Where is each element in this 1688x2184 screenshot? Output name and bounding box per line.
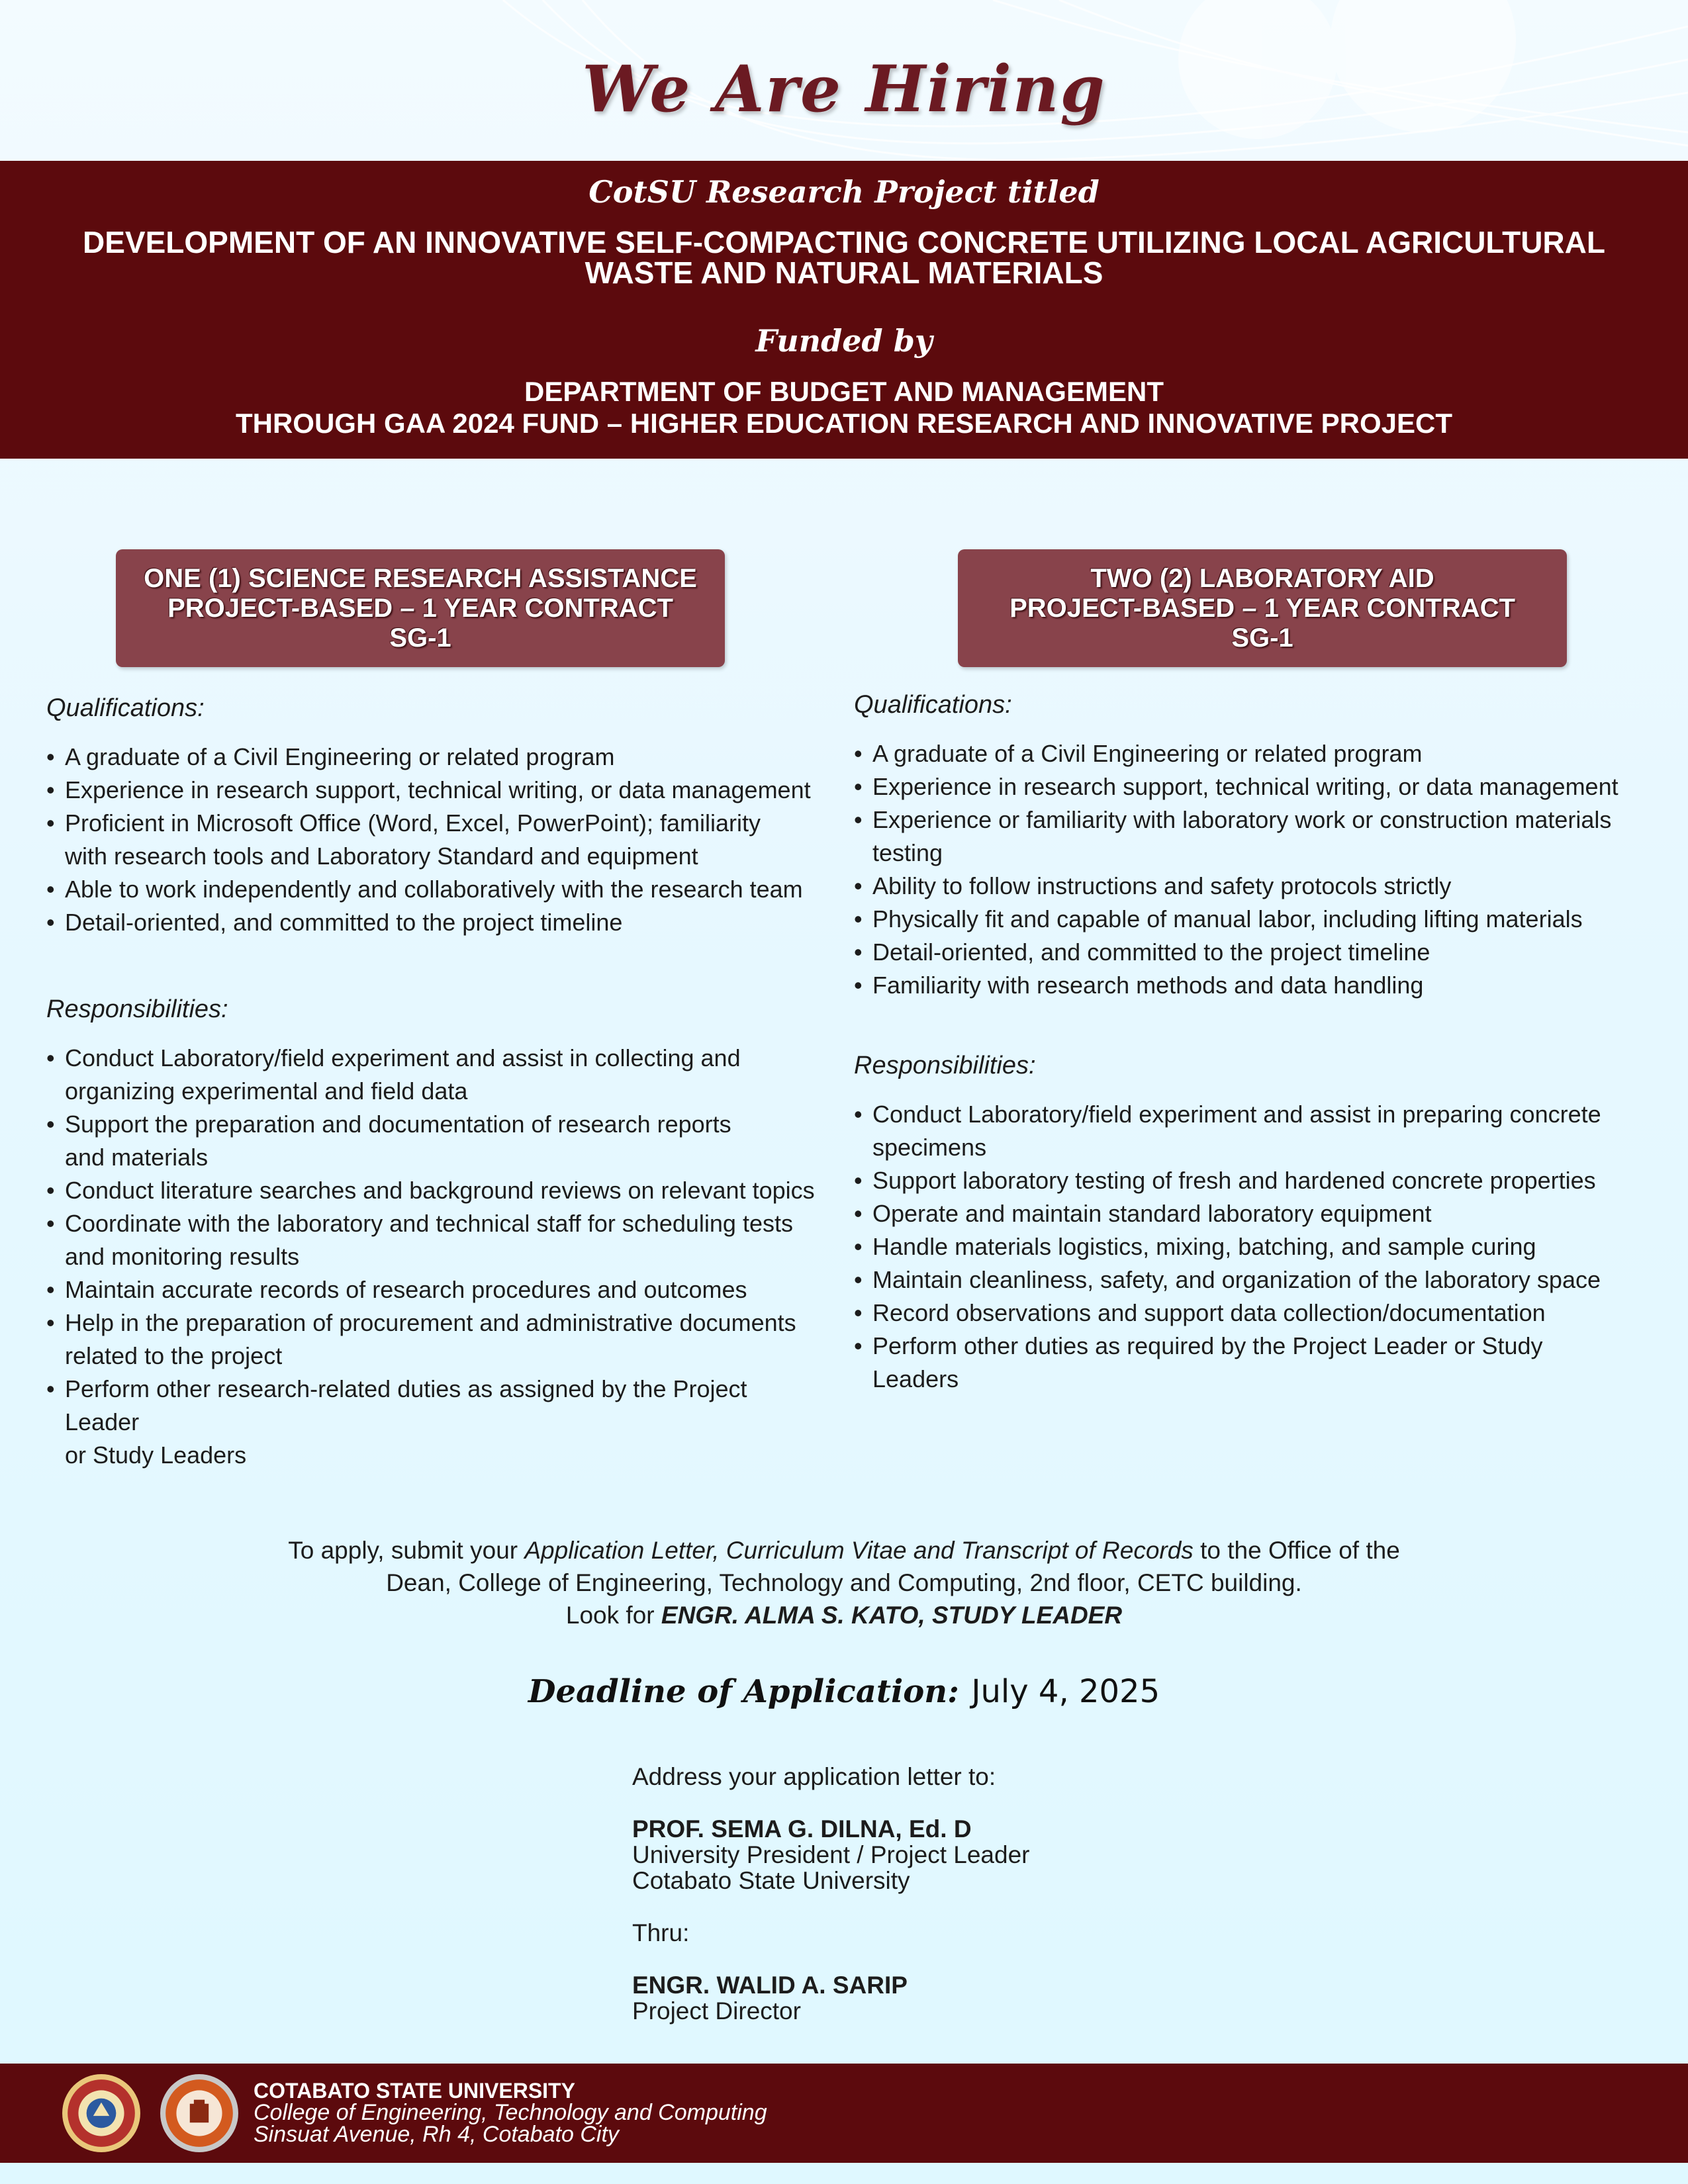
bullet-text-line: testing: [872, 839, 943, 866]
qualification-item: [46, 774, 827, 807]
bullet-text-line: specimens: [872, 1134, 987, 1161]
responsibilities-heading: Responsibilities:: [854, 1052, 1036, 1079]
responsibility-item: [46, 1108, 827, 1174]
bullet-text-line: • Physically fit and capable of manual labor, including lifting materials: [872, 905, 1583, 933]
funded-intro: Funded by: [755, 323, 933, 359]
funder-line: THROUGH GAA 2024 FUND – HIGHER EDUCATION RESEARCH AND INNOVATIVE PROJECT: [235, 408, 1453, 439]
position-title-line: SG-1: [1231, 623, 1293, 653]
position-title-box-research-assistant: [116, 549, 725, 667]
project-title-line: DEVELOPMENT OF AN INNOVATIVE SELF-COMPACTING CONCRETE UTILIZING LOCAL AGRICULTURAL: [83, 225, 1605, 259]
footer-text: [254, 2080, 767, 2146]
address-block: [632, 1764, 1228, 2024]
bullet-text-line: • Maintain cleanliness, safety, and organization of the laboratory space: [872, 1266, 1601, 1293]
qualification-item: [854, 803, 1635, 870]
qualifications-heading: Qualifications:: [46, 694, 205, 722]
responsibility-item: [854, 1230, 1635, 1263]
footer-university: COTABATO STATE UNIVERSITY: [254, 2079, 575, 2103]
responsibility-item: [46, 1042, 827, 1108]
addressee-org: Cotabato State University: [632, 1867, 910, 1894]
bullet-text-line: • A graduate of a Civil Engineering or related program: [65, 743, 615, 770]
project-intro: CotSU Research Project titled: [588, 174, 1100, 210]
bullet-text-line: or Study Leaders: [65, 1441, 247, 1469]
thru-label: Thru:: [632, 1919, 690, 1946]
bullet-text-line: • Proficient in Microsoft Office (Word, Excel, PowerPoint); familiarity: [65, 809, 761, 837]
bullet-text-line: • Help in the preparation of procurement and administrative documents: [65, 1309, 796, 1336]
qualification-item: [854, 870, 1635, 903]
project-title: [0, 227, 1688, 288]
bullet-text-line: • Conduct Laboratory/field experiment and assist in preparing concrete: [872, 1101, 1601, 1128]
bullet-text-line: • Conduct Laboratory/field experiment and assist in collecting and: [65, 1044, 741, 1071]
bullet-text-line: • Ability to follow instructions and safety protocols strictly: [872, 872, 1452, 899]
qualifications-laboratory-aid: [854, 688, 1635, 1002]
position-title-line: ONE (1) SCIENCE RESEARCH ASSISTANCE: [144, 563, 697, 593]
application-instructions: [0, 1534, 1688, 1631]
responsibility-item: [46, 1174, 827, 1207]
bullet-text-line: • Able to work independently and collaboratively with the research team: [65, 876, 803, 903]
bullet-text-line: • Detail-oriented, and committed to the project timeline: [872, 938, 1430, 966]
footer: [0, 2064, 1688, 2163]
bullet-text-line: • Operate and maintain standard laboratory equipment: [872, 1200, 1432, 1227]
bullet-text-line: • Experience in research support, technical writing, or data management: [872, 773, 1618, 800]
project-banner: [0, 161, 1688, 459]
apply-documents: Application Letter, Curriculum Vitae and Transcript of Records: [524, 1537, 1194, 1564]
position-title-line: PROJECT-BASED – 1 YEAR CONTRACT: [1009, 593, 1515, 623]
responsibility-item: [46, 1207, 827, 1273]
apply-suffix: to the Office of the: [1193, 1537, 1400, 1564]
responsibilities-list: [854, 1098, 1635, 1396]
bullet-text-line: • Perform other research-related duties as assigned by the Project Leader: [65, 1375, 747, 1435]
qualification-item: [46, 873, 827, 906]
bullet-text-line: • Record observations and support data collection/documentation: [872, 1299, 1546, 1326]
addressee-name-2: ENGR. WALID A. SARIP: [632, 1972, 908, 1999]
apply-prefix: To apply, submit your: [288, 1537, 525, 1564]
look-for-label: Look for: [565, 1602, 661, 1629]
university-seal-icon: [61, 2073, 142, 2154]
deadline-date: July 4, 2025: [971, 1673, 1160, 1710]
qualification-item: [46, 906, 827, 939]
responsibility-item: [854, 1297, 1635, 1330]
address-intro: Address your application letter to:: [632, 1763, 996, 1790]
qualification-item: [854, 936, 1635, 969]
bullet-text-line: • Experience or familiarity with laboratory work or construction materials: [872, 806, 1612, 833]
qualification-item: [854, 770, 1635, 803]
contact-person: ENGR. ALMA S. KATO, STUDY LEADER: [661, 1602, 1123, 1629]
qualification-item: [854, 903, 1635, 936]
responsibility-item: [46, 1273, 827, 1306]
responsibility-item: [854, 1330, 1635, 1396]
qualifications-heading: Qualifications:: [854, 691, 1012, 719]
responsibility-item: [854, 1098, 1635, 1164]
responsibility-item: [854, 1197, 1635, 1230]
qualification-item: [46, 741, 827, 774]
project-title-line: WASTE AND NATURAL MATERIALS: [585, 255, 1103, 290]
deadline-label: Deadline of Application:: [528, 1673, 959, 1710]
qualifications-list: [854, 737, 1635, 1002]
college-seal-icon: [159, 2073, 240, 2154]
position-title-line: SG-1: [389, 623, 451, 653]
position-title-box-laboratory-aid: [958, 549, 1567, 667]
bullet-text-line: and materials: [65, 1144, 209, 1171]
bullet-text-line: • Handle materials logistics, mixing, batching, and sample curing: [872, 1233, 1536, 1260]
bullet-text-line: • Experience in research support, technical writing, or data management: [65, 776, 811, 803]
addressee-role: University President / Project Leader: [632, 1841, 1030, 1868]
qualification-item: [854, 737, 1635, 770]
responsibility-item: [46, 1306, 827, 1373]
bullet-text-line: related to the project: [65, 1342, 283, 1369]
bullet-text-line: • Perform other duties as required by the Project Leader or Study Leaders: [872, 1332, 1543, 1392]
bullet-text-line: • Coordinate with the laboratory and technical staff for scheduling tests: [65, 1210, 793, 1237]
hiring-headline: We Are Hiring: [582, 52, 1106, 126]
deadline: [0, 1673, 1688, 1710]
bullet-text-line: organizing experimental and field data: [65, 1077, 468, 1105]
bullet-text-line: with research tools and Laboratory Standard and equipment: [65, 842, 698, 870]
responsibility-item: [854, 1164, 1635, 1197]
footer-address: Sinsuat Avenue, Rh 4, Cotabato City: [254, 2122, 619, 2147]
responsibilities-heading: Responsibilities:: [46, 995, 228, 1023]
responsibility-item: [46, 1373, 827, 1472]
qualifications-list: [46, 741, 827, 939]
footer-college: College of Engineering, Technology and Computing: [254, 2100, 767, 2125]
funder: [0, 376, 1688, 439]
bullet-text-line: • Detail-oriented, and committed to the project timeline: [65, 909, 623, 936]
bullet-text-line: • Conduct literature searches and background reviews on relevant topics: [65, 1177, 815, 1204]
qualification-item: [854, 969, 1635, 1002]
bullet-text-line: • Familiarity with research methods and data handling: [872, 972, 1424, 999]
responsibilities-list: [46, 1042, 827, 1472]
bullet-text-line: • Maintain accurate records of research procedures and outcomes: [65, 1276, 747, 1303]
addressee-role-2: Project Director: [632, 1997, 801, 2025]
bullet-text-line: • A graduate of a Civil Engineering or related program: [872, 740, 1423, 767]
addressee-name: PROF. SEMA G. DILNA, Ed. D: [632, 1815, 972, 1843]
bullet-text-line: • Support laboratory testing of fresh and hardened concrete properties: [872, 1167, 1596, 1194]
apply-line-3: [0, 1599, 1688, 1631]
position-title-line: TWO (2) LABORATORY AID: [1090, 563, 1434, 593]
bullet-text-line: • Support the preparation and documentation of research reports: [65, 1111, 731, 1138]
funder-line: DEPARTMENT OF BUDGET AND MANAGEMENT: [524, 376, 1164, 407]
responsibilities-research-assistant: [46, 993, 827, 1472]
position-title-line: PROJECT-BASED – 1 YEAR CONTRACT: [167, 593, 673, 623]
qualification-item: [46, 807, 827, 873]
responsibilities-laboratory-aid: [854, 1049, 1635, 1396]
bullet-text-line: and monitoring results: [65, 1243, 300, 1270]
apply-line-1: [0, 1534, 1688, 1567]
responsibility-item: [854, 1263, 1635, 1297]
apply-line-2: Dean, College of Engineering, Technology and Computing, 2nd floor, CETC building.: [386, 1569, 1302, 1596]
qualifications-research-assistant: [46, 692, 827, 939]
